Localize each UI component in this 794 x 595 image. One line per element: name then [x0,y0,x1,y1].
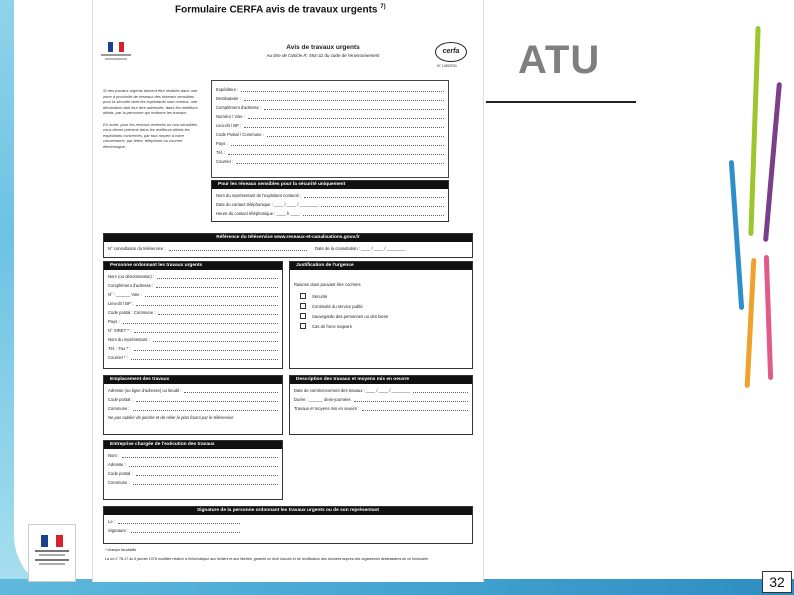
slide-heading: ATU [518,38,601,82]
person-field[interactable] [104,315,282,324]
location-field[interactable] [104,384,282,393]
location-field[interactable] [104,393,282,402]
urgency-option[interactable] [290,311,472,321]
company-field[interactable] [104,476,282,485]
ordering-person-section: Personne ordonnant les travaux urgents Nom (ou dénomination) : Complément d'adresse : N° : ______ Voie : Lieu-dit / BP : Code postal : Commune : Pays : N° SIRET * : Nom du représentant : Tél. : Fax * : Courriel * : [103,261,283,369]
location-field-label: Adresse (ou ligne d'adresse) ou lieudit : [108,388,182,393]
decorative-ribbon-pink [764,255,773,380]
location-field[interactable] [104,402,282,411]
urgency-option-label: Sécurité [312,293,328,299]
left-decorative-band [0,0,66,595]
person-field[interactable] [104,324,282,333]
recipient-field-label: Code Postal / Commune : [216,132,264,137]
recipient-field[interactable] [212,119,448,128]
recipient-field[interactable] [212,101,448,110]
checkbox[interactable] [300,313,306,319]
person-field[interactable] [104,333,282,342]
executing-company-section: Entreprise chargée de l'exécution des travaux Nom : Adresse : Code postal : Commune : [103,440,283,500]
description-field-label: Travaux et moyens mis en oeuvre : [294,406,360,411]
urgency-option-label: Continuité du service public [312,303,364,309]
person-field-label: Nom (ou dénomination) : [108,274,155,279]
person-field-label: Pays : [108,319,120,324]
signature-field[interactable] [104,515,244,524]
urgency-option[interactable] [290,291,472,301]
sensitive-field-label: Nom du représentant de l'exploitant contacté : [216,193,302,198]
recipient-field[interactable] [212,128,448,137]
decorative-ribbon-blue [729,160,744,310]
company-field[interactable] [104,458,282,467]
person-field[interactable] [104,306,282,315]
cerfa-form-sheet [92,0,484,582]
person-field-label: Complément d'adresse : [108,283,154,288]
person-field[interactable] [104,342,282,351]
person-field[interactable] [104,270,282,279]
decorative-ribbon-green [748,26,760,236]
optional-fields-note: * champs facultatifs [105,548,137,552]
heading-underline [486,101,636,103]
recipient-field[interactable] [212,110,448,119]
location-field-label: Code postal : [108,397,133,402]
cerfa-logo: cerfa [435,42,467,62]
cerfa-number: N° 14523*01 [437,64,457,68]
person-field[interactable] [104,297,282,306]
ministry-logo [28,524,76,582]
recipient-field-label: Pays : [216,141,228,146]
recipient-field-label: Tél. : [216,150,226,155]
person-field-label: Lieu-dit / BP : [108,301,134,306]
signature-field-label: Le : [108,519,115,524]
location-field-label: Commune : [108,406,130,411]
person-field-label: Nom du représentant : [108,337,150,342]
republique-francaise-logo [101,42,131,64]
person-field[interactable] [104,288,282,297]
checkbox[interactable] [300,293,306,299]
recipient-field[interactable] [212,92,448,101]
company-field[interactable] [104,467,282,476]
signature-field-label: Signature : [108,528,129,533]
person-field[interactable] [104,279,282,288]
recipient-field-label: Complément d'adresse : [216,105,262,110]
urgency-option-label: Cas de force majeure [312,323,353,329]
decorative-ribbon-orange [745,258,757,388]
person-field-label: Courriel * : [108,355,128,360]
recipient-field[interactable] [212,155,448,164]
company-field[interactable] [104,449,282,458]
signature-section: Signature de la personne ordonnant les travaux urgents ou de son représentant Le : Signature : [103,506,473,544]
recipient-field-label: Expéditeur : [216,87,239,92]
description-field[interactable] [290,384,472,393]
recipient-field-label: Lieu-dit / BP : [216,123,242,128]
recipient-field-label: Destinataire : [216,96,241,101]
recipient-field[interactable] [212,137,448,146]
person-field-label: N° SIRET * : [108,328,132,333]
checkbox[interactable] [300,323,306,329]
person-field-label: Tél. : Fax * : [108,346,131,351]
sensitive-field[interactable] [212,207,448,216]
description-field-label: Date de commencement des travaux : ____ / ____ / ________ [294,388,411,393]
person-field-label: Code postal : Commune : [108,310,156,315]
teleservice-section: Référence du téléservice www.reseaux-et-canalisations.gouv.fr N° consultation du téléservice : Date de la consultation : ____ / ____ / ________ [103,233,473,258]
page-number: 32 [762,571,792,593]
person-field[interactable] [104,351,282,360]
sensitive-field-label: Heure du contact téléphonique : ____ h ____ [216,211,300,216]
urgency-justification-section: Justification de l'urgence Raisons dues pouvant être cochées Sécurité Continuité du service public Sauvegarde des personnes ou des biens Cas de force majeure [289,261,473,369]
company-field-label: Nom : [108,453,120,458]
sensitive-field[interactable] [212,198,448,207]
recipient-field[interactable] [212,146,448,155]
recipient-block [211,80,449,178]
work-location-section: Emplacement des travaux Adresse (ou ligne d'adresse) ou lieudit : Code postal : Commune : Ne pas oublier de joindre et de relier le plan fourni par le téléservice [103,375,283,435]
form-intro: Si des travaux urgents doivent être réalisés dans une zone à proximité de réseaux des réseaux sensibles pour la sécurité dont les exploitants sont connus, une déclaration doit leur être adressée, dans les meilleurs délais, par la personne qui ordonne les travaux. En outre, pour les réseaux enterrés ou non sensibles, vous devez prévenir dans les meilleurs délais les exploitants concernés, par tout moyen à votre convenance, par lettre, téléphone ou courrier électronique. [103,88,198,149]
sheet-title: Formulaire CERFA avis de travaux urgents $^{7)}$ [175,4,386,16]
urgency-option-label: Sauvegarde des personnes ou des biens [312,313,389,319]
description-field[interactable] [290,402,472,411]
description-field-label: Durée : ______ demi-journées [294,397,351,402]
company-field-label: Adresse : [108,462,126,467]
urgency-option[interactable] [290,321,472,331]
person-field-label: N° : ______ Voie : [108,292,142,297]
recipient-field[interactable] [212,83,448,92]
urgency-option[interactable] [290,301,472,311]
recipient-field-label: Numéro / Voie : [216,114,245,119]
recipient-field-label: Courriel : [216,159,233,164]
signature-field[interactable] [104,524,244,533]
sensitive-field-label: Date du contact téléphonique : ____ / ____ / ________ [216,202,319,207]
privacy-law-note: La loi n° 78-17 du 6 janvier 1978 modifiée relative à l'informatique aux fichiers et aux libertés, garantit un droit d'accès et de rectification des données auprès des organismes destinataires de ce formulaire. [105,557,430,561]
sensitive-networks-section: Pour les réseaux sensibles pour la sécurité uniquement Nom du représentant de l'exploitant contacté : Date du contact téléphonique : ____ / ____ / ________ Heure du contact téléphonique : ____ h ____ [211,180,449,222]
company-field-label: Code postal : [108,471,133,476]
form-header: Avis de travaux urgents Au titre de l'article R. 554-32 du code de l'environnement [266,44,380,58]
description-field[interactable] [290,393,472,402]
company-field-label: Commune : [108,480,130,485]
sensitive-field[interactable] [212,189,448,198]
checkbox[interactable] [300,303,306,309]
decorative-ribbon-purple [763,82,782,242]
work-description-section: Description des travaux et moyens mis en oeuvre Date de commencement des travaux : ____ / ____ / ________ Durée : ______ demi-journées Travaux et moyens mis en oeuvre : [289,375,473,435]
